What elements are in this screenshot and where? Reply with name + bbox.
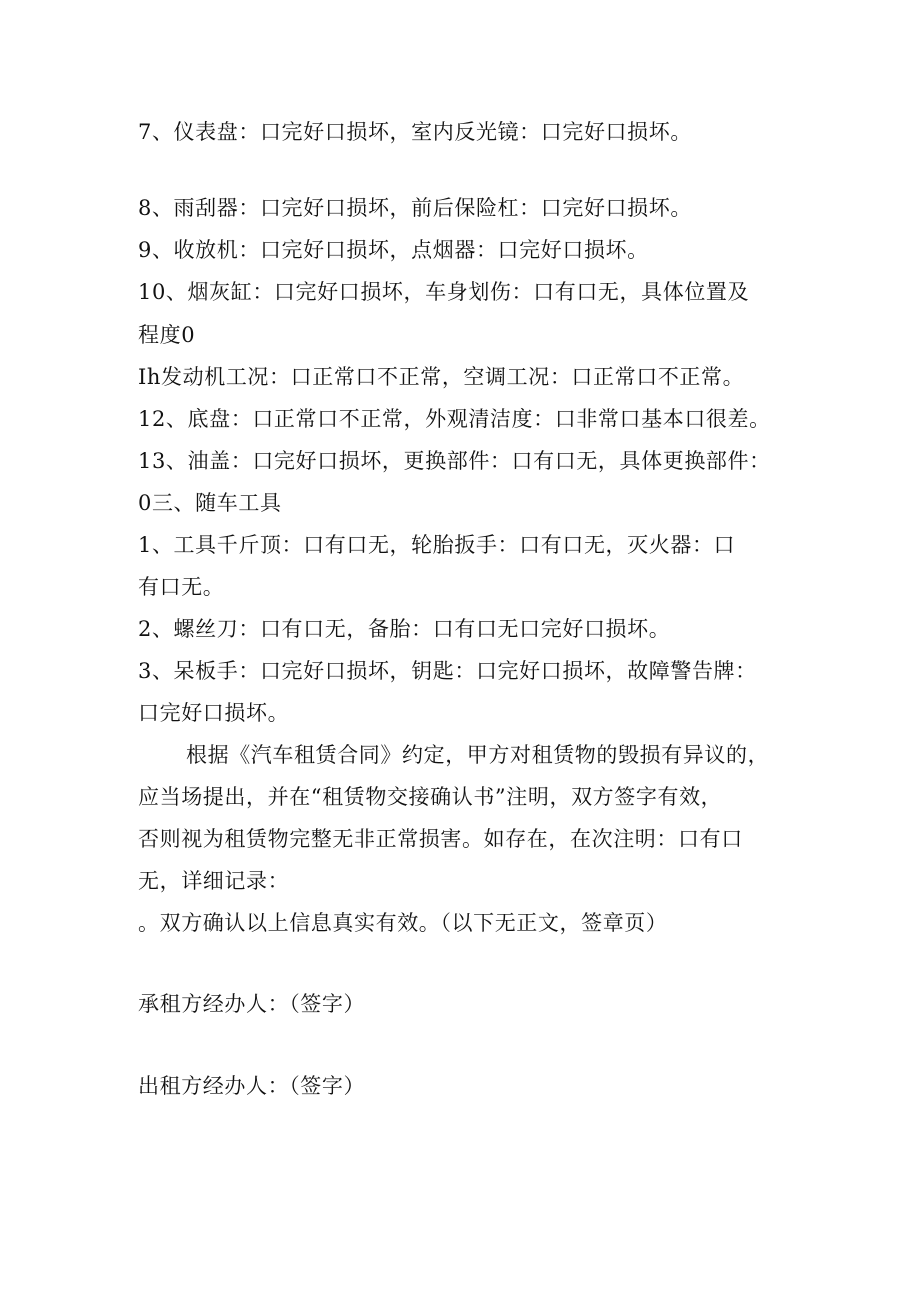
tool-3-spanner-key-warning-sign: 3、呆板手：口完好口损坏，钥匙：口完好口损坏，故障警告牌：	[138, 659, 757, 683]
item-8-wiper-bumper: 8、雨刮器：口完好口损坏，前后保险杠：口完好口损坏。	[138, 196, 692, 220]
item-13-fuel-cap-parts: 13、油盖：口完好口损坏，更换部件：口有口无，具体更换部件：	[138, 449, 771, 473]
item-7-dashboard-mirror: 7、仪表盘：口完好口损坏，室内反光镜：口完好口损坏。	[138, 120, 692, 144]
tool-1-jack-wrench-extinguisher: 1、工具千斤顶：口有口无，轮胎扳手：口有口无，灭火器：口	[138, 533, 736, 557]
tool-1-continued: 有口无。	[138, 575, 225, 599]
section-3-heading: 0三、随车工具	[138, 491, 282, 515]
contract-paragraph-line-1: 根据《汽车租赁合同》约定，甲方对租赁物的毁损有异议的，	[186, 743, 770, 767]
lessor-agent-signature: 出租方经办人：（签字）	[138, 1074, 366, 1098]
item-9-radio-lighter: 9、收放机：口完好口损坏，点烟器：口完好口损坏。	[138, 238, 649, 262]
contract-paragraph-line-2: 应当场提出，并在“租赁物交接确认书”注明，双方签字有效，	[138, 785, 723, 809]
item-10-ashtray-scratch: 10、烟灰缸：口完好口损坏，车身划伤：口有口无，具体位置及	[138, 280, 750, 304]
contract-paragraph-line-3: 否则视为租赁物完整无非正常损害。如存在，在次注明：口有口	[138, 827, 743, 851]
confirmation-statement: 。双方确认以上信息真实有效。（以下无正文，签章页）	[138, 911, 668, 935]
item-11-engine-aircon: Ih发动机工况：口正常口不正常，空调工况：口正常口不正常。	[138, 365, 745, 389]
item-10-degree: 程度0	[138, 323, 196, 347]
tool-3-continued: 口完好口损坏。	[138, 701, 290, 725]
lessee-agent-signature: 承租方经办人：（签字）	[138, 992, 366, 1016]
contract-paragraph-line-4: 无，详细记录：	[138, 869, 290, 893]
item-12-chassis-exterior: 12、底盘：口正常口不正常，外观清洁度：口非常口基本口很差。	[138, 407, 771, 431]
tool-2-screwdriver-spare-tire: 2、螺丝刀：口有口无，备胎：口有口无口完好口损坏。	[138, 617, 671, 641]
